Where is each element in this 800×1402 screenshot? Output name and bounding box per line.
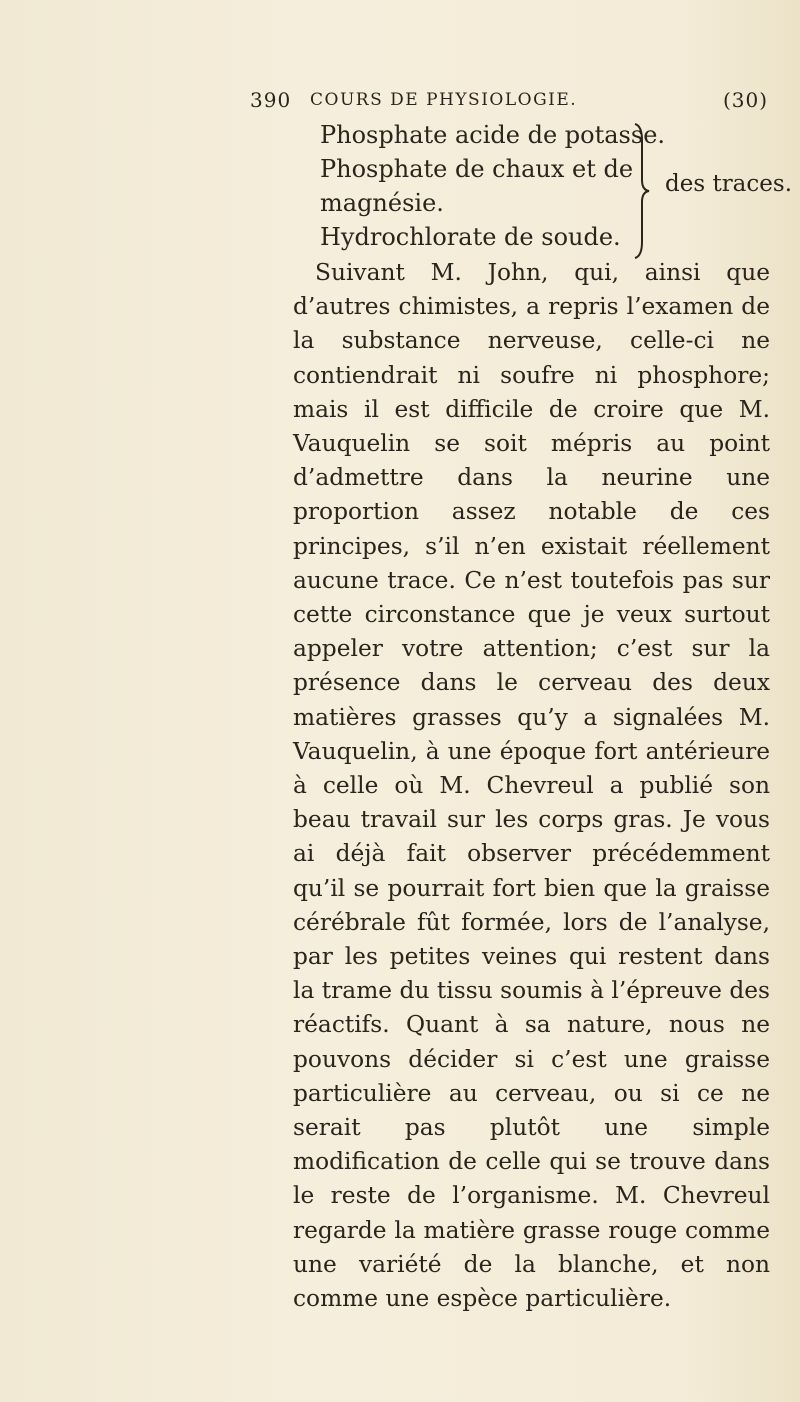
signature-mark: (30)	[722, 88, 768, 112]
compound-list	[320, 118, 666, 254]
brace-icon	[632, 122, 652, 260]
list-item: Hydrochlorate de soude.	[320, 223, 621, 251]
brace-label: des traces.	[665, 171, 793, 197]
page-number: 390	[250, 88, 292, 112]
running-head	[250, 88, 768, 118]
body-paragraph: Suivant M. John, qui, ainsi que d’autres chimistes, a repris l’examen de la substance nerveuse, celle-ci ne contiendrait ni soufre ni phosphore; mais il est difficile de croire que M. Vauquelin se soit mépris au point d’admettre dans la neurine une proportion assez notable de ces principes, s’il n’en existait réellement aucune trace. Ce n’est toutefois pas sur cette circonstance que je veux surtout appeler votre attention; c’est sur la présence dans le cerveau des deux matières grasses qu’y a signalées M. Vauquelin, à une époque fort antérieure à celle où M. Chevreul a publié son beau travail sur les corps gras. Je vous ai déjà fait observer précédemment qu’il se pourrait fort bien que la graisse cérébrale fût formée, lors de l’analyse, par les petites veines qui restent dans la trame du tissu soumis à l’épreuve des réactifs. Quant à sa nature, nous ne pouvons décider si c’est une graisse particulière au cerveau, ou si ce ne serait pas plutôt une simple modification de celle qui se trouve dans le reste de l’organisme. M. Chevreul regarde la matière grasse rouge comme une variété de la blanche, et non comme une espèce particulière.	[293, 259, 770, 1313]
list-item: Phosphate acide de potasse.	[320, 121, 666, 149]
list-item: magnésie.	[320, 189, 444, 217]
list-item: Phosphate de chaux et de	[320, 155, 634, 183]
running-title: COURS DE PHYSIOLOGIE.	[310, 90, 578, 110]
